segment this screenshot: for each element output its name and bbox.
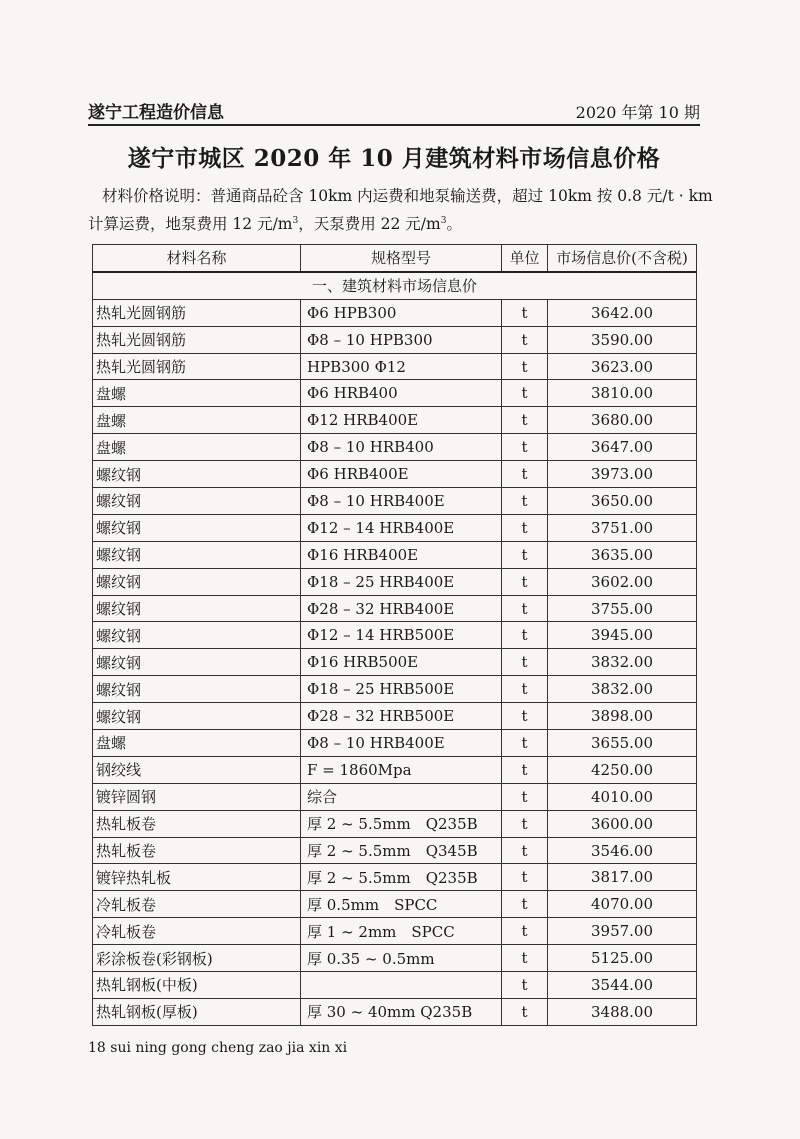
spec-cell <box>301 972 502 999</box>
price-cell: 4010.00 <box>548 783 697 810</box>
table-row <box>93 461 697 488</box>
price-description <box>88 182 713 238</box>
table-header-row <box>93 245 697 272</box>
unit-cell: t <box>502 407 548 434</box>
unit-cell: t <box>502 864 548 891</box>
price-cell: 3544.00 <box>548 972 697 999</box>
unit-cell: t <box>502 676 548 703</box>
material-name-cell: 螺纹钢 <box>93 568 301 595</box>
unit-cell: t <box>502 837 548 864</box>
price-cell: 4250.00 <box>548 756 697 783</box>
spec-cell: Φ6 HRB400E <box>301 461 502 488</box>
material-name-cell: 热轧板卷 <box>93 810 301 837</box>
price-cell: 3642.00 <box>548 299 697 326</box>
spec-cell: Φ16 HRB500E <box>301 649 502 676</box>
column-header-price: 市场信息价(不含税) <box>548 245 697 272</box>
material-name-cell: 彩涂板卷(彩钢板) <box>93 945 301 972</box>
table-row <box>93 945 697 972</box>
price-cell: 3957.00 <box>548 918 697 945</box>
material-name-cell: 盘螺 <box>93 730 301 757</box>
spec-cell: Φ28 – 32 HRB400E <box>301 595 502 622</box>
unit-cell: t <box>502 326 548 353</box>
material-name-cell: 螺纹钢 <box>93 514 301 541</box>
price-cell: 3602.00 <box>548 568 697 595</box>
spec-cell: Φ6 HRB400 <box>301 380 502 407</box>
price-cell: 3650.00 <box>548 488 697 515</box>
material-name-cell: 热轧板卷 <box>93 837 301 864</box>
spec-cell: Φ8 – 10 HRB400E <box>301 730 502 757</box>
unit-cell: t <box>502 810 548 837</box>
publication-name: 遂宁工程造价信息 <box>88 103 224 123</box>
price-cell: 3945.00 <box>548 622 697 649</box>
section-title: 一、建筑材料市场信息价 <box>93 272 697 299</box>
material-name-cell: 冷轧板卷 <box>93 891 301 918</box>
table-row <box>93 810 697 837</box>
table-row <box>93 326 697 353</box>
material-name-cell: 冷轧板卷 <box>93 918 301 945</box>
price-cell: 3600.00 <box>548 810 697 837</box>
table-row <box>93 676 697 703</box>
spec-cell: 厚 1 ~ 2mm SPCC <box>301 918 502 945</box>
table-row <box>93 434 697 461</box>
unit-cell: t <box>502 353 548 380</box>
price-cell: 3755.00 <box>548 595 697 622</box>
material-name-cell: 热轧光圆钢筋 <box>93 299 301 326</box>
material-name-cell: 螺纹钢 <box>93 622 301 649</box>
price-cell: 3647.00 <box>548 434 697 461</box>
table-row <box>93 783 697 810</box>
table-row <box>93 568 697 595</box>
spec-cell: Φ28 – 32 HRB500E <box>301 703 502 730</box>
table-row <box>93 837 697 864</box>
spec-cell: Φ8 – 10 HRB400 <box>301 434 502 461</box>
table-row <box>93 649 697 676</box>
material-name-cell: 热轧光圆钢筋 <box>93 326 301 353</box>
material-name-cell: 热轧钢板(厚板) <box>93 998 301 1025</box>
description-line-2 <box>88 210 700 238</box>
page-header <box>88 92 700 126</box>
unit-cell: t <box>502 488 548 515</box>
material-name-cell: 螺纹钢 <box>93 461 301 488</box>
spec-cell: 厚 0.5mm SPCC <box>301 891 502 918</box>
section-row <box>93 272 697 299</box>
table-row <box>93 353 697 380</box>
unit-cell: t <box>502 461 548 488</box>
unit-cell: t <box>502 945 548 972</box>
unit-cell: t <box>502 299 548 326</box>
material-name-cell: 螺纹钢 <box>93 595 301 622</box>
spec-cell: 厚 2 ~ 5.5mm Q345B <box>301 837 502 864</box>
spec-cell: Φ18 – 25 HRB400E <box>301 568 502 595</box>
unit-cell: t <box>502 380 548 407</box>
page-title: 遂宁市城区 2020 年 10 月建筑材料市场信息价格 <box>127 145 661 172</box>
price-cell: 3832.00 <box>548 649 697 676</box>
table-row <box>93 407 697 434</box>
table-row <box>93 998 697 1025</box>
table-row <box>93 891 697 918</box>
price-cell: 3655.00 <box>548 730 697 757</box>
price-cell: 3546.00 <box>548 837 697 864</box>
price-cell: 3810.00 <box>548 380 697 407</box>
unit-cell: t <box>502 972 548 999</box>
table-row <box>93 380 697 407</box>
description-text-a: 计算运费，地泵费用 12 元/m <box>88 215 293 233</box>
material-name-cell: 热轧光圆钢筋 <box>93 353 301 380</box>
spec-cell: Φ12 – 14 HRB400E <box>301 514 502 541</box>
table-row <box>93 622 697 649</box>
price-table <box>92 244 697 1026</box>
price-cell: 3973.00 <box>548 461 697 488</box>
unit-cell: t <box>502 703 548 730</box>
column-header-name: 材料名称 <box>93 245 301 272</box>
unit-cell: t <box>502 541 548 568</box>
spec-cell: Φ18 – 25 HRB500E <box>301 676 502 703</box>
table-row <box>93 514 697 541</box>
table-row <box>93 595 697 622</box>
unit-cell: t <box>502 756 548 783</box>
spec-cell: Φ12 – 14 HRB500E <box>301 622 502 649</box>
spec-cell: Φ6 HPB300 <box>301 299 502 326</box>
spec-cell: Φ12 HRB400E <box>301 407 502 434</box>
description-text-c: 。 <box>446 215 462 233</box>
unit-cell: t <box>502 649 548 676</box>
material-name-cell: 钢绞线 <box>93 756 301 783</box>
material-name-cell: 盘螺 <box>93 407 301 434</box>
spec-cell: F = 1860Mpa <box>301 756 502 783</box>
spec-cell: 综合 <box>301 783 502 810</box>
unit-cell: t <box>502 595 548 622</box>
table-row <box>93 918 697 945</box>
page-footer: 18 sui ning gong cheng zao jia xin xi <box>88 1040 348 1056</box>
description-text-b: ，天泵费用 22 元/m <box>298 215 441 233</box>
material-name-cell: 盘螺 <box>93 434 301 461</box>
price-cell: 3898.00 <box>548 703 697 730</box>
unit-cell: t <box>502 434 548 461</box>
table-row <box>93 972 697 999</box>
price-cell: 3817.00 <box>548 864 697 891</box>
material-name-cell: 螺纹钢 <box>93 541 301 568</box>
unit-cell: t <box>502 730 548 757</box>
table-row <box>93 864 697 891</box>
spec-cell: Φ16 HRB400E <box>301 541 502 568</box>
material-name-cell: 螺纹钢 <box>93 703 301 730</box>
price-cell: 3623.00 <box>548 353 697 380</box>
table-row <box>93 299 697 326</box>
unit-cell: t <box>502 514 548 541</box>
price-cell: 3680.00 <box>548 407 697 434</box>
issue-number: 2020 年第 10 期 <box>575 103 700 122</box>
unit-cell: t <box>502 998 548 1025</box>
spec-cell: 厚 30 ~ 40mm Q235B <box>301 998 502 1025</box>
material-name-cell: 镀锌圆钢 <box>93 783 301 810</box>
material-name-cell: 镀锌热轧板 <box>93 864 301 891</box>
material-name-cell: 热轧钢板(中板) <box>93 972 301 999</box>
unit-cell: t <box>502 918 548 945</box>
column-header-unit: 单位 <box>502 245 548 272</box>
column-header-spec: 规格型号 <box>301 245 502 272</box>
description-line-1: 材料价格说明：普通商品砼含 10km 内运费和地泵输送费，超过 10km 按 0.8 元/t · km <box>102 187 713 205</box>
spec-cell: 厚 0.35 ~ 0.5mm <box>301 945 502 972</box>
price-cell: 3488.00 <box>548 998 697 1025</box>
price-cell: 3832.00 <box>548 676 697 703</box>
spec-cell: Φ8 – 10 HRB400E <box>301 488 502 515</box>
material-name-cell: 螺纹钢 <box>93 676 301 703</box>
spec-cell: Φ8 – 10 HPB300 <box>301 326 502 353</box>
price-cell: 3635.00 <box>548 541 697 568</box>
table-row <box>93 730 697 757</box>
price-cell: 3590.00 <box>548 326 697 353</box>
unit-cell: t <box>502 568 548 595</box>
material-name-cell: 螺纹钢 <box>93 649 301 676</box>
spec-cell: 厚 2 ~ 5.5mm Q235B <box>301 864 502 891</box>
spec-cell: HPB300 Φ12 <box>301 353 502 380</box>
price-cell: 5125.00 <box>548 945 697 972</box>
material-name-cell: 盘螺 <box>93 380 301 407</box>
unit-cell: t <box>502 783 548 810</box>
superscript-3: 3 <box>440 215 447 226</box>
price-cell: 3751.00 <box>548 514 697 541</box>
unit-cell: t <box>502 622 548 649</box>
table-row <box>93 703 697 730</box>
superscript-3: 3 <box>292 215 299 226</box>
spec-cell: 厚 2 ~ 5.5mm Q235B <box>301 810 502 837</box>
table-row <box>93 488 697 515</box>
price-cell: 4070.00 <box>548 891 697 918</box>
table-row <box>93 541 697 568</box>
material-name-cell: 螺纹钢 <box>93 488 301 515</box>
unit-cell: t <box>502 891 548 918</box>
table-row <box>93 756 697 783</box>
